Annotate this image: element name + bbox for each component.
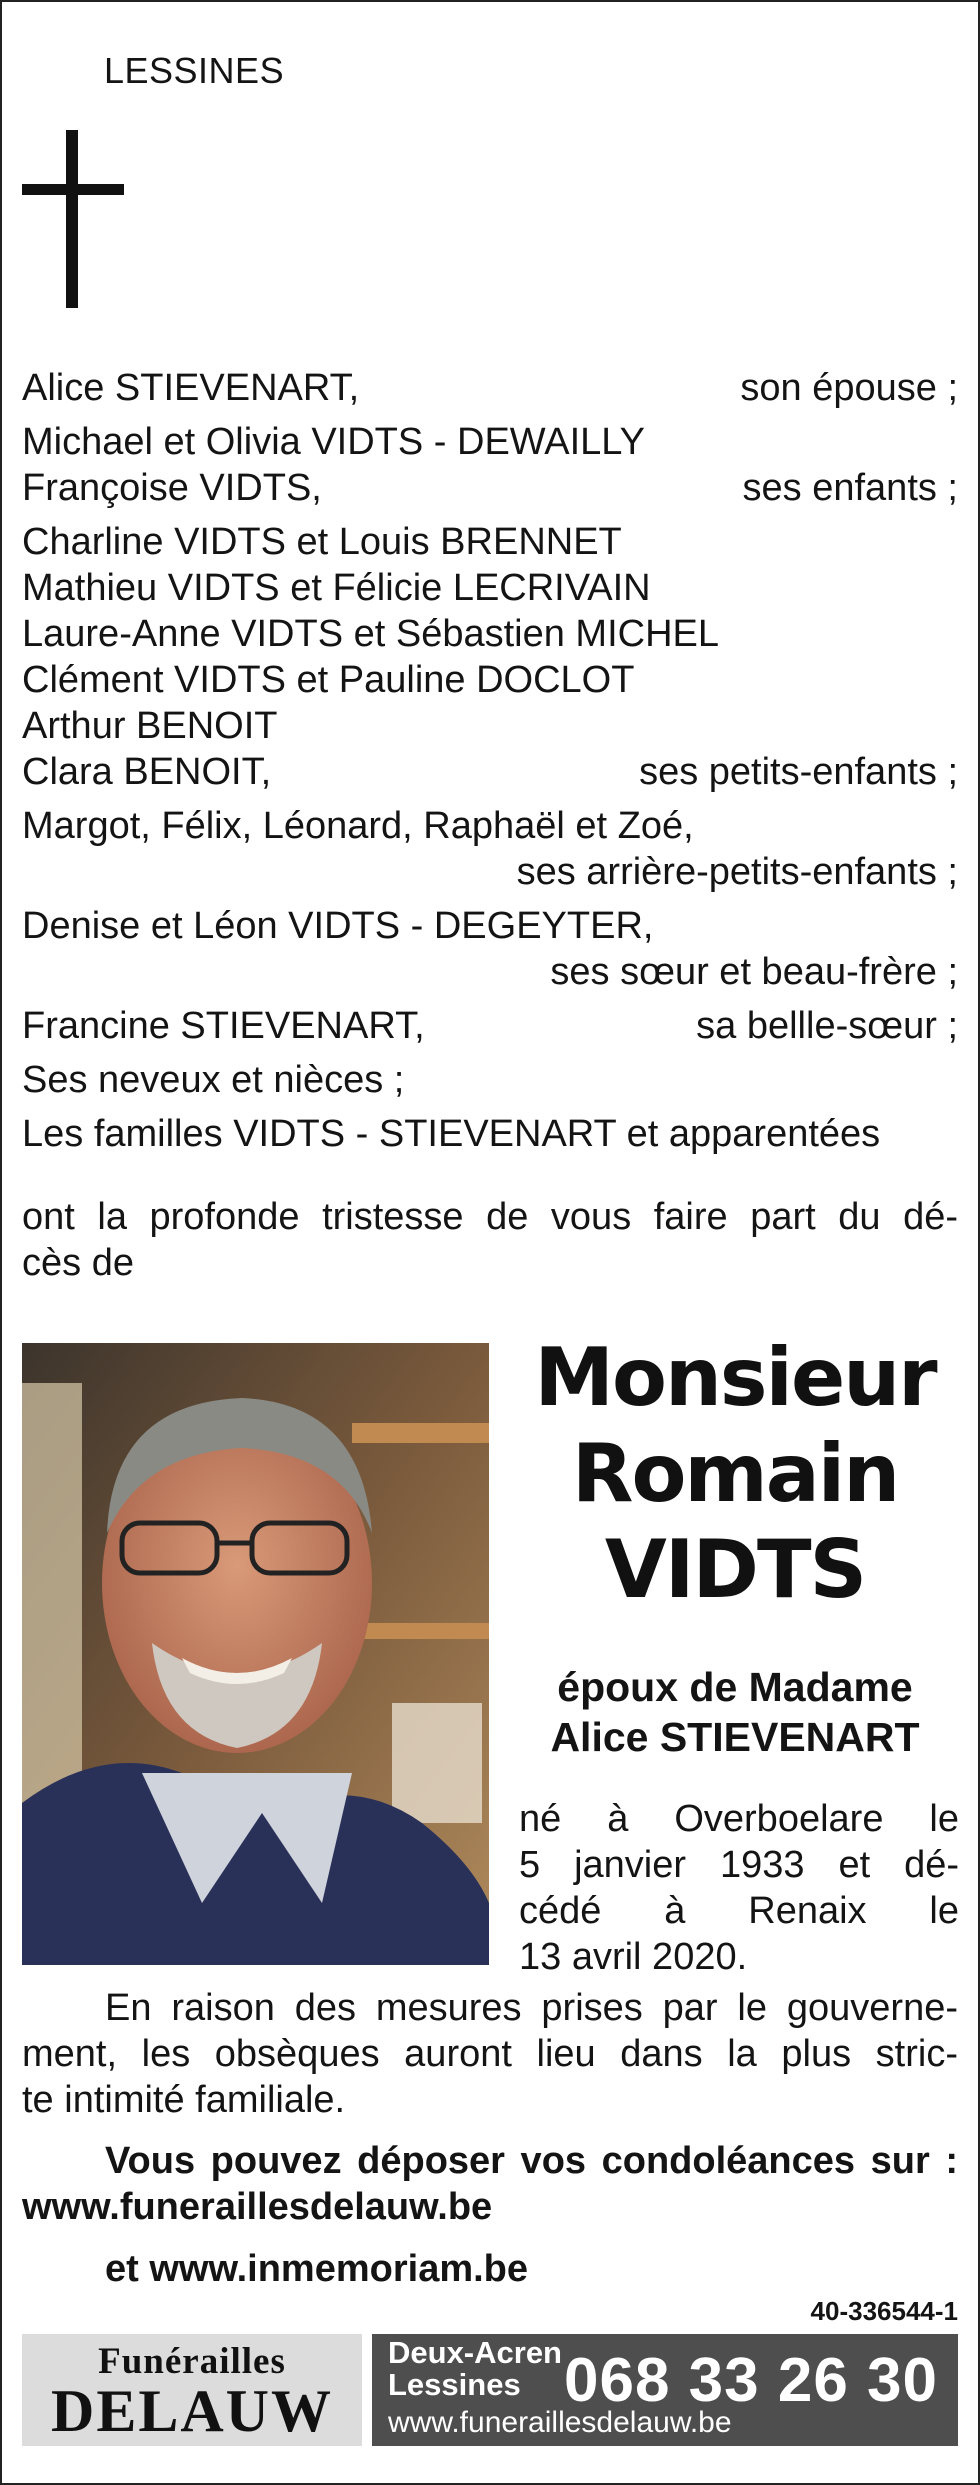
family-relation: son épouse ;: [740, 367, 958, 409]
spouse-line: époux de Madame: [557, 1664, 913, 1710]
family-relation: ses sœur et beau-frère ;: [550, 951, 958, 993]
notice-line: te intimité familiale.: [22, 2079, 346, 2121]
family-member-line: Clément VIDTS et Pauline DOCLOT: [22, 659, 635, 701]
funeral-home-footer: [22, 2334, 958, 2446]
family-member-line: Clara BENOIT,: [22, 751, 272, 793]
family-member-line: Arthur BENOIT: [22, 705, 278, 747]
contact-phone[interactable]: 068 33 26 30: [563, 2346, 938, 2415]
spouse-line: Alice STIEVENART: [550, 1714, 920, 1760]
family-relation: ses arrière-petits-enfants ;: [516, 851, 958, 893]
logo-bottom-text: DELAUW: [50, 2378, 334, 2444]
family-member-line: Denise et Léon VIDTS - DEGEYTER,: [22, 905, 654, 947]
family-group: [22, 1057, 958, 1103]
family-group: [22, 465, 958, 511]
birth-death-line: né à Overboelare le: [519, 1798, 959, 1840]
family-group: [22, 1111, 958, 1157]
contact-city: Lessines: [388, 2367, 521, 2402]
deceased-last-name: VIDTS: [604, 1523, 866, 1616]
family-group: [22, 365, 958, 411]
family-group: [22, 519, 958, 749]
family-group: [22, 903, 958, 995]
family-member-line: Françoise VIDTS,: [22, 467, 322, 509]
family-member-line: Laure-Anne VIDTS et Sébastien MICHEL: [22, 613, 720, 655]
funeral-notice: [22, 1985, 958, 2123]
funeral-home-logo: [22, 2334, 362, 2446]
family-group: [22, 1003, 958, 1049]
family-relation: ses enfants ;: [742, 467, 958, 509]
family-row: [22, 465, 958, 511]
family-member-line: Margot, Félix, Léonard, Raphaël et Zoé,: [22, 805, 694, 847]
town-heading: LESSINES: [104, 50, 285, 91]
family-member-line: Alice STIEVENART,: [22, 367, 360, 409]
reference-number: 40-336544-1: [810, 2296, 958, 2326]
family-member-line: Charline VIDTS et Louis BRENNET: [22, 521, 622, 563]
notice-line: En raison des mesures prises par le gouverne-: [105, 1987, 958, 2029]
family-group: [22, 803, 958, 895]
contact-city: Deux-Acren: [388, 2335, 562, 2370]
deceased-portrait: [22, 1343, 489, 1965]
cross-icon: [22, 130, 126, 310]
family-list: [22, 365, 958, 1157]
family-member-line: Ses neveux et nièces ;: [22, 1059, 405, 1101]
family-member-line: Les familles VIDTS - STIEVENART et apparentées: [22, 1113, 881, 1155]
family-row: [22, 365, 958, 411]
announcement-line: cès de: [22, 1242, 134, 1284]
family-relation: ses petits-enfants ;: [639, 751, 958, 793]
deceased-title: Monsieur: [534, 1331, 936, 1424]
birth-death-line: 5 janvier 1933 et dé-: [519, 1844, 959, 1886]
birth-death-line: cédé à Renaix le: [519, 1890, 959, 1932]
contact-panel: [372, 2334, 958, 2446]
logo-top-text: Funérailles: [98, 2341, 286, 2382]
deceased-name: [510, 1330, 960, 1618]
spouse-info: [510, 1662, 960, 1762]
deceased-first-name: Romain: [571, 1427, 899, 1520]
condolences-link-alt[interactable]: et www.inmemoriam.be: [105, 2248, 529, 2290]
contact-website[interactable]: www.funeraillesdelauw.be: [388, 2406, 732, 2439]
family-member-line: Michael et Olivia VIDTS - DEWAILLY: [22, 421, 645, 463]
condolences-line: Vous pouvez déposer vos condoléances sur :: [105, 2140, 958, 2182]
birth-death-line: 13 avril 2020.: [519, 1936, 748, 1978]
condolences-link[interactable]: www.funeraillesdelauw.be: [22, 2186, 493, 2228]
announcement-text: [22, 1194, 958, 1286]
condolences-block: [22, 2138, 958, 2292]
family-member-line: Mathieu VIDTS et Félicie LECRIVAIN: [22, 567, 651, 609]
family-member-line: Francine STIEVENART,: [22, 1005, 425, 1047]
family-group: [22, 749, 958, 795]
family-relation: sa bellle-sœur ;: [696, 1005, 958, 1047]
family-row: [22, 1003, 958, 1049]
family-row: [22, 749, 958, 795]
family-group: [22, 419, 958, 465]
announcement-line: ont la profonde tristesse de vous faire part du dé-: [22, 1196, 958, 1238]
notice-line: ment, les obsèques auront lieu dans la plus stric-: [22, 2033, 958, 2075]
birth-death-info: [519, 1796, 959, 1980]
